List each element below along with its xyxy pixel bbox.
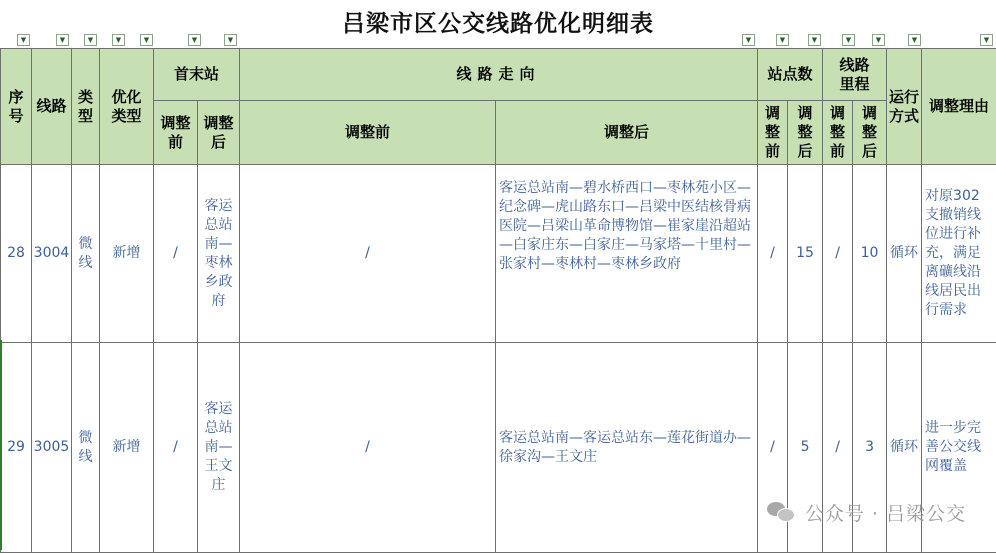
- cell-terminal-before[interactable]: /: [154, 165, 198, 343]
- cell-route-before[interactable]: /: [240, 165, 496, 343]
- wechat-icon: [767, 500, 797, 524]
- filter-dropdown-icon[interactable]: ▼: [776, 34, 789, 46]
- cell-mileage-after[interactable]: 3: [853, 343, 887, 553]
- cell-route-before[interactable]: /: [240, 343, 496, 553]
- cell-type[interactable]: 微线: [72, 343, 100, 553]
- cell-line[interactable]: 3005: [32, 343, 72, 553]
- header-type[interactable]: 类型: [72, 49, 100, 165]
- cell-reason[interactable]: 进一步完善公交线网覆盖: [922, 343, 996, 553]
- cell-seq[interactable]: 28: [1, 165, 32, 343]
- cell-terminal-after[interactable]: 客运总站南—王文庄: [198, 343, 240, 553]
- watermark: [767, 497, 966, 527]
- filter-dropdown-icon[interactable]: ▼: [872, 34, 885, 46]
- header-mileage[interactable]: 线路里程: [823, 49, 887, 101]
- cell-mileage-before[interactable]: /: [823, 343, 853, 553]
- cell-stops-after[interactable]: 5: [788, 343, 823, 553]
- header-mileage-before[interactable]: 调整前: [823, 101, 853, 165]
- header-line[interactable]: 线路: [32, 49, 72, 165]
- header-stops[interactable]: 站点数: [758, 49, 823, 101]
- header-route[interactable]: 线路走向: [240, 49, 758, 101]
- header-mode[interactable]: 运行方式: [887, 49, 922, 165]
- filter-dropdown-icon[interactable]: ▼: [112, 34, 125, 46]
- filter-dropdown-icon[interactable]: ▼: [17, 34, 30, 46]
- cell-terminal-before[interactable]: /: [154, 343, 198, 553]
- filter-dropdown-icon[interactable]: ▼: [224, 34, 237, 46]
- header-route-after[interactable]: 调整后: [496, 101, 758, 165]
- header-seq[interactable]: 序号: [1, 49, 32, 165]
- cell-stops-after[interactable]: 15: [788, 165, 823, 343]
- header-reason[interactable]: 调整理由: [922, 49, 996, 165]
- header-terminal-after[interactable]: 调整后: [198, 101, 240, 165]
- cell-stops-before[interactable]: /: [758, 165, 788, 343]
- header-stops-after[interactable]: 调整后: [788, 101, 823, 165]
- filter-dropdown-icon[interactable]: ▼: [742, 34, 755, 46]
- cell-type[interactable]: 微线: [72, 165, 100, 343]
- cell-mileage-after[interactable]: 10: [853, 165, 887, 343]
- sheet-title: 吕梁市区公交线路优化明细表: [0, 0, 996, 48]
- header-mileage-after[interactable]: 调整后: [853, 101, 887, 165]
- filter-dropdown-icon[interactable]: ▼: [56, 34, 69, 46]
- filter-dropdown-icon[interactable]: ▼: [808, 34, 821, 46]
- header-terminals[interactable]: 首末站: [154, 49, 240, 101]
- filter-dropdown-icon[interactable]: ▼: [842, 34, 855, 46]
- filter-dropdown-icon[interactable]: ▼: [84, 34, 97, 46]
- cell-seq[interactable]: 29: [1, 343, 32, 553]
- route-table: [0, 48, 996, 553]
- cell-route-after[interactable]: 客运总站南—碧水桥西口—枣林苑小区—纪念碑—虎山路东口—吕梁中医结核骨病医院—吕梁山革命博物馆—崔家崖沿超站—白家庄东—白家庄—马家塔—十里村—张家村—枣林村—枣林乡政府: [496, 165, 758, 343]
- header-stops-before[interactable]: 调整前: [758, 101, 788, 165]
- cell-terminal-after[interactable]: 客运总站南—枣林乡政府: [198, 165, 240, 343]
- cell-mileage-before[interactable]: /: [823, 165, 853, 343]
- cell-mode[interactable]: 循环: [887, 343, 922, 553]
- header-opt-type[interactable]: 优化类型: [100, 49, 154, 165]
- cell-stops-before[interactable]: /: [758, 343, 788, 553]
- filter-dropdown-icon[interactable]: ▼: [188, 34, 201, 46]
- watermark-text: 公众号 · 吕梁公交: [805, 499, 966, 526]
- header-route-before[interactable]: 调整前: [240, 101, 496, 165]
- cell-line[interactable]: 3004: [32, 165, 72, 343]
- cell-reason[interactable]: 对原302支撤销线位进行补充，满足离礦线沿线居民出行需求: [922, 165, 996, 343]
- filter-dropdown-icon[interactable]: ▼: [980, 34, 993, 46]
- cell-opt-type[interactable]: 新增: [100, 343, 154, 553]
- filter-dropdown-icon[interactable]: ▼: [908, 34, 921, 46]
- row-selection-bar: [0, 340, 2, 550]
- filter-row: [0, 34, 996, 48]
- cell-opt-type[interactable]: 新增: [100, 165, 154, 343]
- header-terminal-before[interactable]: 调整前: [154, 101, 198, 165]
- filter-dropdown-icon[interactable]: ▼: [140, 34, 153, 46]
- table-row: [1, 165, 996, 343]
- cell-mode[interactable]: 循环: [887, 165, 922, 343]
- cell-route-after[interactable]: 客运总站南—客运总站东—莲花街道办—徐家沟—王文庄: [496, 343, 758, 553]
